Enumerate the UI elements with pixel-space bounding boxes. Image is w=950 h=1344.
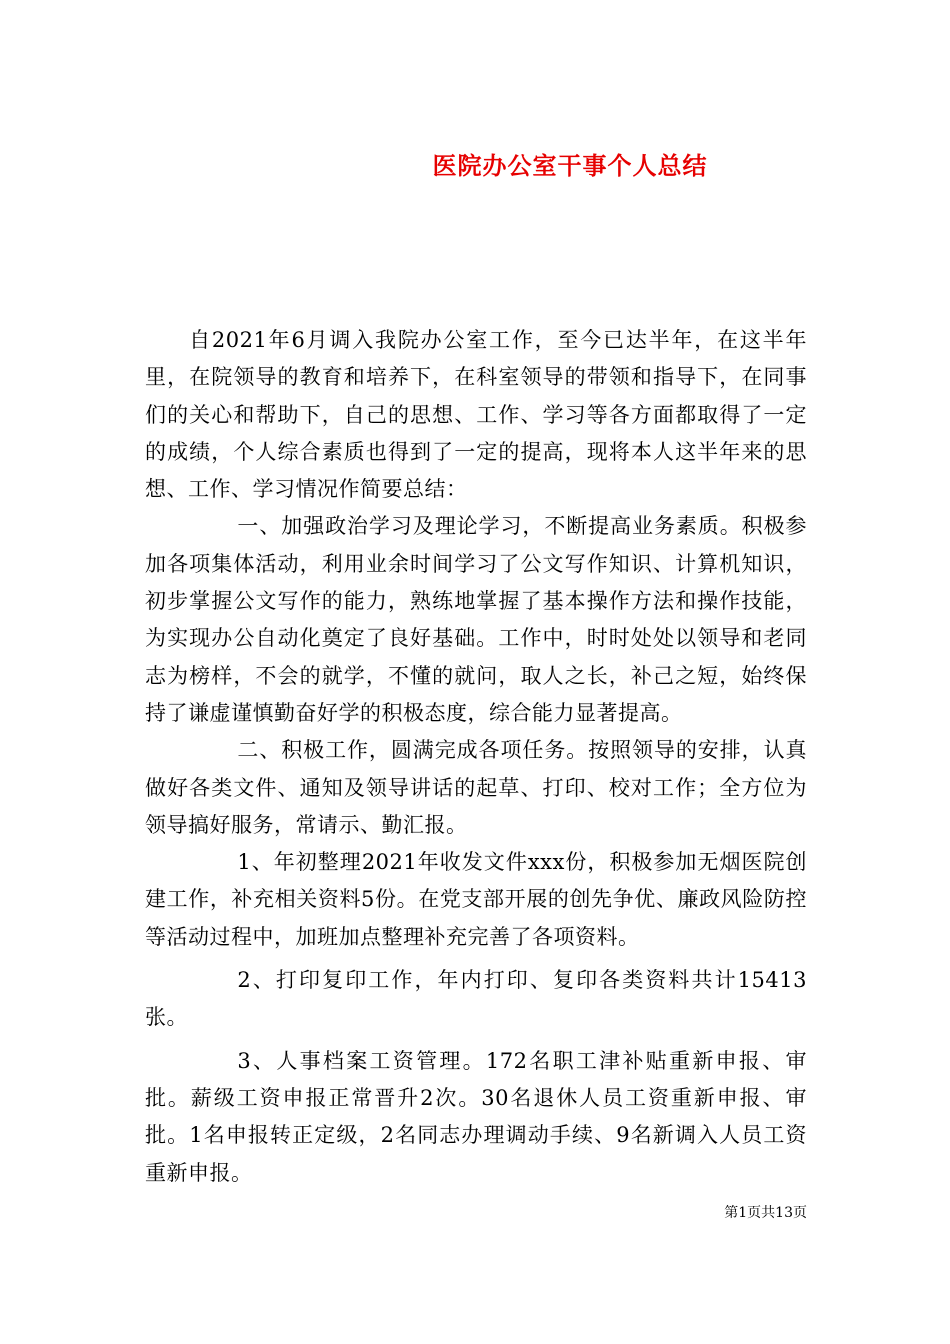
paragraph-intro: 自2021年6月调入我院办公室工作，至今已达半年，在这半年里，在院领导的教育和培养下，在科室领导的带领和指导下，在同事们的关心和帮助下，自己的思想、工作、学习等各方面都取得了一定的成绩，个人综合素质也得到了一定的提高，现将本人这半年来的思想、工作、学习情况作简要总结： bbox=[145, 328, 807, 502]
paragraph-item-three: 3、人事档案工资管理。172名职工津补贴重新申报、审批。薪级工资申报正常晋升2次。30名退休人员工资重新申报、审批。1名申报转正定级，2名同志办理调动手续、9名新调入人员工资重新申报。 bbox=[145, 1048, 807, 1185]
paragraph-section-two: 二、积极工作，圆满完成各项任务。按照领导的安排，认真做好各类文件、通知及领导讲话的起草、打印、校对工作；全方位为领导搞好服务，常请示、勤汇报。 bbox=[145, 738, 807, 837]
page-number-footer: 第1页共13页 bbox=[724, 1205, 807, 1221]
paragraph-item-one: 1、年初整理2021年收发文件xxx份，积极参加无烟医院创建工作，补充相关资料5份。在党支部开展的创先争优、廉政风险防控等活动过程中，加班加点整理补充完善了各项资料。 bbox=[145, 850, 807, 949]
paragraph-section-one: 一、加强政治学习及理论学习，不断提高业务素质。积极参加各项集体活动，利用业余时间学习了公文写作知识、计算机知识，初步掌握公文写作的能力，熟练地掌握了基本操作方法和操作技能，为实现办公自动化奠定了良好基础。工作中，时时处处以领导和老同志为榜样，不会的就学，不懂的就问，取人之长，补己之短，始终保持了谦虚谨慎勤奋好学的积极态度，综合能力显著提高。 bbox=[145, 514, 807, 725]
document-body bbox=[145, 322, 807, 1192]
paragraph-item-two: 2、打印复印工作，年内打印、复印各类资料共计15413张。 bbox=[145, 968, 807, 1030]
document-title: 医院办公室干事个人总结 bbox=[432, 151, 708, 181]
